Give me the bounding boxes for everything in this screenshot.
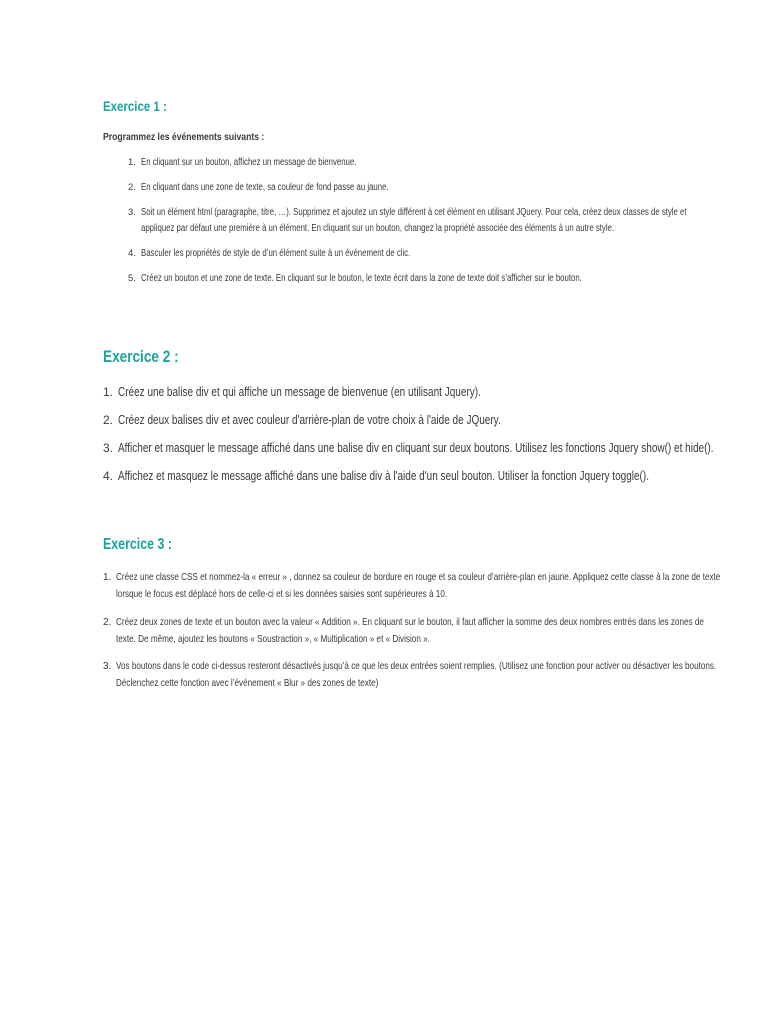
- item-text: [141, 271, 582, 287]
- item-text-line: Affichez et masquez le message affiché dans une balise div à l'aide d'un seul bouton. Utiliser la fonction Jquery toggle().: [118, 469, 649, 483]
- item-text-line: En cliquant dans une zone de texte, sa couleur de fond passe au jaune.: [141, 182, 389, 193]
- item-text-line: Basculer les propriétés de style de d’un élément suite à un événement de clic.: [141, 248, 411, 259]
- item-text: [116, 569, 720, 603]
- item-text-line: Déclenchez cette fonction avec l’événement « Blur » des zones de texte): [116, 677, 379, 689]
- item-text: [118, 440, 714, 456]
- item-number: 1.: [103, 385, 114, 399]
- item-text: [141, 180, 389, 196]
- item-text: [141, 155, 356, 171]
- item-text-line: Vos boutons dans le code ci-dessus resteront désactivés jusqu’à ce que les deux entrées soient remplies. (Utilisez une fonction pour activer ou désactiver les boutons.: [116, 660, 717, 672]
- exercise-1-title: Exercice 1 :: [103, 98, 167, 114]
- item-number: 1.: [128, 157, 136, 168]
- item-number: 2.: [128, 182, 136, 193]
- exercise-1-intro: Programmez les événements suivants :: [103, 131, 265, 143]
- item-number: 3.: [103, 441, 114, 455]
- item-text-line: appliquez par défaut une première à un élément. En cliquant sur un bouton, changez la propriété associée des éléments à un autre style.: [141, 223, 615, 234]
- item-text: [141, 246, 410, 262]
- item-text: [116, 614, 704, 648]
- exercise-3-title: Exercice 3 :: [103, 536, 172, 553]
- item-number: 4.: [128, 248, 136, 259]
- item-text-line: En cliquant sur un bouton, affichez un message de bienvenue.: [141, 157, 357, 168]
- item-number: 4.: [103, 469, 114, 483]
- item-text-line: Afficher et masquer le message affiché dans une balise div en cliquant sur deux boutons. Utilisez les fonctions Jquery show() et hide().: [118, 441, 714, 455]
- item-text-line: Créez deux zones de texte et un bouton avec la valeur « Addition ». En cliquant sur le bouton, il faut afficher la somme des deux nombres entrés dans les zones de: [116, 616, 704, 628]
- item-number: 3.: [128, 207, 136, 218]
- item-text-line: lorsque le focus est déplacé hors de celle-ci et si les données saisies sont supérieures à 10.: [116, 588, 448, 600]
- item-number: 1.: [103, 572, 112, 583]
- item-text: [118, 468, 649, 484]
- item-text-line: Créez un bouton et une zone de texte. En cliquant sur le bouton, le texte écrit dans la zone de texte doit s’afficher sur le bouton.: [141, 273, 582, 284]
- item-number: 5.: [128, 273, 136, 284]
- item-text-line: Créez une classe CSS et nommez-la « erreur » , donnez sa couleur de bordure en rouge et sa couleur d’arrière-plan en jaune. Appliquez cette classe à la zone de texte: [116, 571, 721, 583]
- item-text-line: texte. De même, ajoutez les boutons « Soustraction », « Multiplication » et « Division ».: [116, 633, 430, 645]
- item-text-line: Créez deux balises div et avec couleur d'arrière-plan de votre choix à l'aide de JQuery.: [118, 413, 501, 427]
- item-text-line: Soit un élément html (paragraphe, titre, …). Supprimez et ajoutez un style différent à cet élément en utilisant JQuery. Pour cela, créez deux classes de style et: [141, 207, 687, 218]
- item-text: [118, 412, 501, 428]
- item-number: 2.: [103, 617, 112, 628]
- item-number: 3.: [103, 661, 112, 672]
- item-text: [118, 384, 481, 400]
- item-number: 2.: [103, 413, 114, 427]
- item-text: [141, 205, 687, 237]
- exercise-2-title: Exercice 2 :: [103, 347, 179, 366]
- item-text: [116, 658, 716, 692]
- item-text-line: Créez une balise div et qui affiche un message de bienvenue (en utilisant Jquery).: [118, 385, 481, 399]
